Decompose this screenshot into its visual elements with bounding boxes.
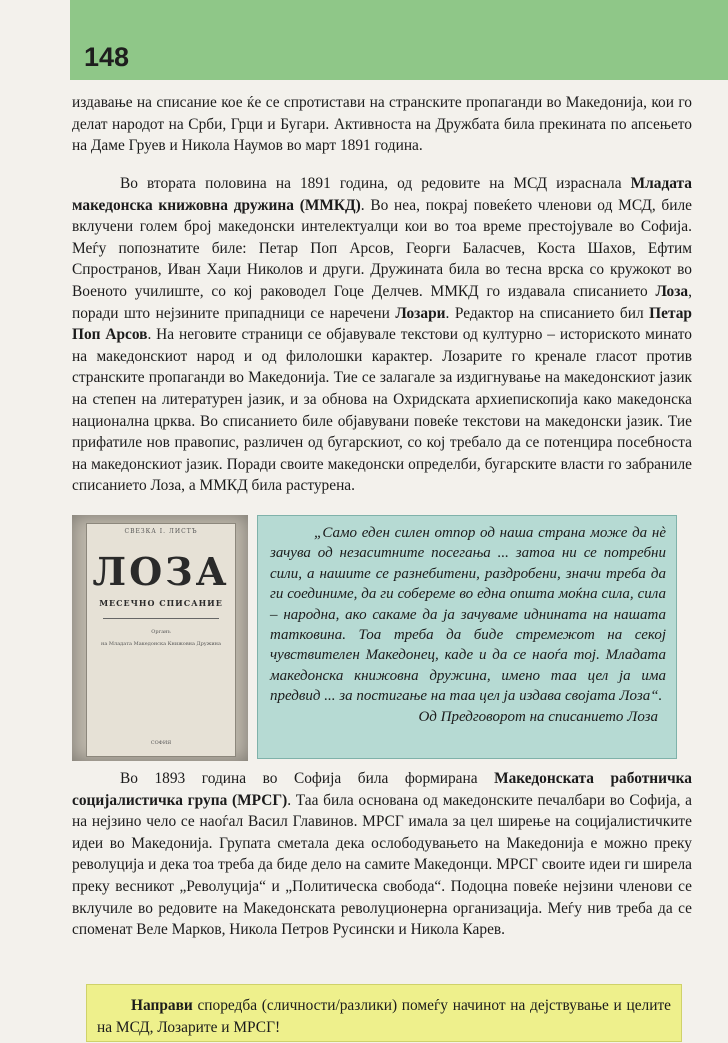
- mmkd-bold-lozari: Лозари: [395, 304, 446, 322]
- cover-small-line: Органъ: [151, 629, 171, 635]
- paragraph-mrsg: [72, 768, 692, 941]
- cover-middle-line: на Младата Македонска Книжовна Дружина: [101, 641, 221, 647]
- header-band: [70, 0, 728, 80]
- task-label: Направи: [131, 997, 193, 1014]
- mmkd-bold-name: Младата македонска книжовна дружина (ММКД): [72, 175, 692, 214]
- quote-text: „Само еден силен отпор од наша страна може да нè зачува од незаситните посегања ... затоа ни се потребни сили, а нашите се разнебитени, раздробени, значи треба да ги соединиме, да ги собереме во една општа моќна сила, сила – народна, ако сакаме да ја зачуваме иднината на нашата татковина. Тоа треба да биде стремежот на секој чувствителен Македонец, каде и да се наоѓа тој. Младата македонска книжовна дружина, имено таа цел ја има предвид ... за постигање на таа цел ја издава својата Лоза“.: [270, 525, 666, 705]
- cover-footer: СОФИЯ: [150, 740, 172, 746]
- mrsg-text-1: Во 1893 година во Софија била формирана: [120, 770, 495, 787]
- quote-box: [257, 515, 677, 759]
- intro-paragraph: [72, 92, 692, 157]
- page-number: 148: [84, 42, 130, 72]
- mmkd-text-5: . На неговите страници се објавувале текстови од културно – историското минато на македонскиот народ и од филолошки карактер. Лозарите го кренале гласот против странските пропаганди во Македонија. Тие се залагале за издигнување на македонскиот јазик на степен на литературен јазик, и за обнова на Охридската архиепископија како македонска национална црква. Во списанието биле објавувани повеќе текстови на македонски јазик. Тие прифатиле нов правопис, различен од бугарскиот, со кој требало да се потенцира посебноста на македонскиот јазик. Поради своите македонски определби, бугарските власти го забраниле списанието Лоза, а ММКД била растурена.: [72, 326, 692, 495]
- mmkd-text-1: Во втората половина на 1891 година, од редовите на МСД израснала: [120, 175, 631, 192]
- cover-top-line: СВЕЗКА I. ЛИСТЪ: [124, 528, 198, 535]
- quote-source: Од Предговорот на списанието Лоза: [418, 708, 658, 725]
- paragraph-mmkd: [72, 173, 692, 497]
- mrsg-text-2: . Таа била основана од македонските печалбари во Софија, а на нејзино чело се наоѓал Васил Главинов. МРСГ имала за цел ширење на социјалистичките идеи во Македонија. Групата сметала дека ослободувањето на Македонија е можно преку револуција и дека тоа треба да биде дело на самите Македонци. МРСГ своите идеи ги ширела преку весникот „Револуција“ и „Политическа свобода“. Подоцна повеќе нејзини членови се вклучиле во редовите на Македонската револуционерна организација. Меѓу нив треба да се споменат Веле Марков, Никола Петров Русински и Никола Карев.: [72, 791, 692, 939]
- cover-title: ЛОЗА: [92, 549, 230, 594]
- task-box: [86, 984, 682, 1042]
- mmkd-bold-editor: Петар Поп Арсов: [72, 304, 692, 344]
- mmkd-text-3: , поради што нејзините припадници се наречени: [72, 282, 692, 322]
- mmkd-bold-loza: Лоза: [655, 282, 689, 300]
- cover-divider: [103, 618, 219, 619]
- loza-cover: [86, 523, 236, 757]
- loza-cover-image: [72, 515, 248, 761]
- mmkd-text-4: . Редактор на списанието бил: [445, 304, 650, 322]
- intro-text: издавање на списание кое ќе се спротистави на странските пропаганди во Македонија, кои го делат народот на Срби, Грци и Бугари. Активноста на Дружбата била прекината по апсењето на Даме Груев и Никола Наумов во март 1891 година.: [72, 94, 692, 155]
- mrsg-bold-name: Македонската работничка социјалистичка група (МРСГ): [72, 770, 693, 809]
- mmkd-text-2: . Во неа, покрај повеќето членови од МСД, биле вклучени голем број македонски интелектуалци кои во тоа време престојувале во Софија. Меѓу попознатите биле: Петар Поп Арсов, Георги Баласчев, Коста Шахов, Ефтим Спространов, Иван Хаџи Николов и други. Дружината била во тесна врска со кружокот во Военото училиште, со кој раководел Гоце Делчев. ММКД го издавала списанието: [72, 196, 692, 300]
- cover-subtitle: МЕСЕЧНО СПИСАНИЕ: [99, 598, 223, 608]
- task-text: споредба (сличности/разлики) помеѓу начинот на дејствување и целите на МСД, Лозарите и МРСГ!: [97, 997, 671, 1036]
